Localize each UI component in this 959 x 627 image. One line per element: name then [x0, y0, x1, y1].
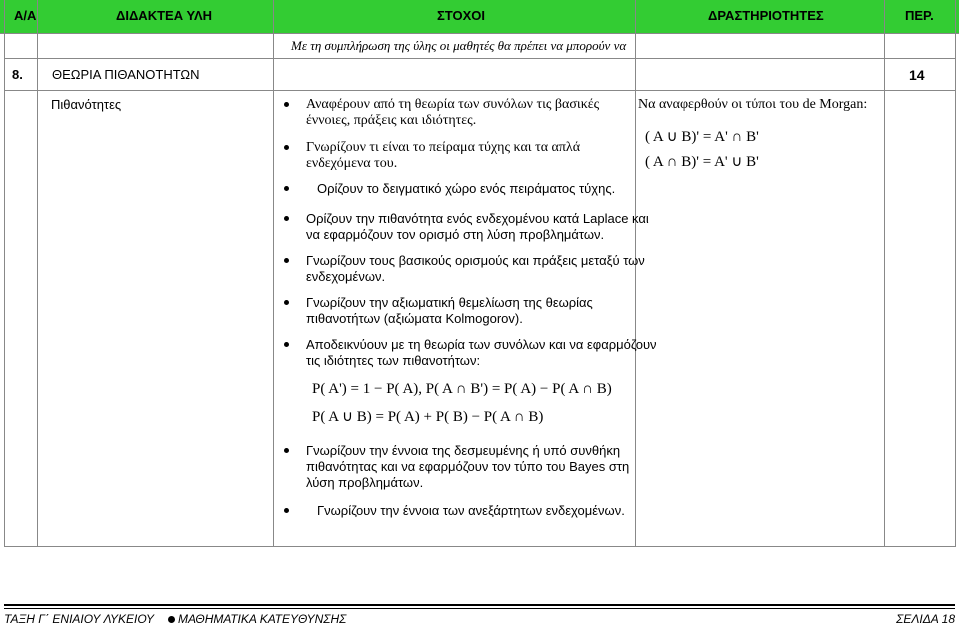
- header-aa: Α/Α: [14, 8, 37, 23]
- goal-item: [306, 443, 629, 491]
- de-morgan-law-2: ( A ∩ B)' = A' ∪ B': [645, 154, 759, 170]
- goal-line: Ορίζουν το δειγματικό χώρο ενός πειράματος τύχης.: [317, 181, 616, 196]
- footer-rule: [4, 604, 955, 606]
- grid-line: [273, 0, 274, 546]
- section-number: 8.: [12, 67, 23, 82]
- formula-line-1: P( A') = 1 − P( A), P( A ∩ B') = P( A) − P( A ∩ B): [312, 381, 612, 397]
- footer-separator-dot: [168, 616, 175, 623]
- bullet: [284, 258, 289, 263]
- section-periods: 14: [909, 67, 925, 83]
- footer-center: ΜΑΘΗΜΑΤΙΚΑ ΚΑΤΕΥΘΥΝΣΗΣ: [178, 612, 347, 626]
- goal-line: Γνωρίζουν την έννοια των ανεξάρτητων ενδεχομένων.: [317, 503, 625, 518]
- goal-item: [306, 295, 593, 327]
- activities-intro: Να αναφερθούν οι τύποι του de Morgan:: [638, 97, 868, 112]
- grid-line: [4, 546, 956, 547]
- goal-item: [306, 211, 649, 243]
- goal-item: [317, 181, 615, 197]
- bullet: [284, 448, 289, 453]
- goal-line: ενδεχομένων.: [306, 269, 386, 284]
- grid-line: [4, 90, 956, 91]
- header-activities: ΔΡΑΣΤΗΡΙΟΤΗΤΕΣ: [708, 8, 824, 23]
- goal-item: [306, 337, 657, 369]
- footer-rule: [4, 608, 955, 609]
- footer-right: ΣΕΛΙΔΑ 18: [896, 612, 955, 626]
- de-morgan-law-1: ( A ∪ B)' = A' ∩ B': [645, 129, 759, 145]
- grid-line: [4, 58, 956, 59]
- bullet: [284, 508, 289, 513]
- footer-left: ΤΑΞΗ Γ΄ ΕΝΙΑΙΟΥ ΛΥΚΕΙΟΥ: [4, 612, 155, 626]
- goal-line: λύση προβλημάτων.: [306, 475, 424, 490]
- goal-line: να εφαρμόζουν τον ορισμό στη λύση προβλημάτων.: [306, 227, 605, 242]
- goal-line: Γνωρίζουν την έννοια της δεσμευμένης ή υπό συνθήκη: [306, 443, 621, 458]
- grid-line: [955, 0, 956, 546]
- formula-line-2: P( A ∪ B) = P( A) + P( B) − P( A ∩ B): [312, 409, 544, 425]
- header-goals: ΣΤΟΧΟΙ: [437, 8, 486, 23]
- goal-line: Αναφέρουν από τη θεωρία των συνόλων τις βασικές: [306, 97, 600, 112]
- goal-line: Γνωρίζουν τους βασικούς ορισμούς και πράξεις μεταξύ των: [306, 253, 645, 268]
- section-title: ΘΕΩΡΙΑ ΠΙΘΑΝΟΤΗΤΩΝ: [52, 67, 200, 82]
- goal-item: [306, 140, 580, 172]
- goal-item: [306, 97, 599, 129]
- header-periods: ΠΕΡ.: [905, 8, 934, 23]
- goal-line: Γνωρίζουν τι είναι το πείραμα τύχης και τα απλά: [306, 140, 581, 155]
- bullet: [284, 342, 289, 347]
- header-content: ΔΙΔΑΚΤΕΑ ΥΛΗ: [116, 8, 213, 23]
- goal-item: [306, 253, 645, 285]
- grid-line: [884, 0, 885, 546]
- topic-label: Πιθανότητες: [51, 97, 122, 112]
- goal-line: πιθανοτήτων (αξιώματα Kolmogorov).: [306, 311, 523, 326]
- goal-line: έννοιες, πράξεις και ιδιότητες.: [306, 113, 477, 128]
- goal-line: πιθανότητας και να εφαρμόζουν τον τύπο του Bayes στη: [306, 459, 630, 474]
- bullet: [284, 300, 289, 305]
- goal-line: τις ιδιότητες των πιθανοτήτων:: [306, 353, 481, 368]
- grid-line: [37, 0, 38, 546]
- goal-item: [317, 503, 625, 519]
- goal-line: Ορίζουν την πιθανότητα ενός ενδεχομένου κατά Laplace και: [306, 211, 649, 226]
- bullet: [284, 186, 289, 191]
- bullet: [284, 216, 289, 221]
- goal-line: ενδεχόμενα του.: [306, 156, 398, 171]
- bullet: [284, 145, 289, 150]
- grid-line: [4, 0, 5, 546]
- goals-intro: Με τη συμπλήρωση της ύλης οι μαθητές θα πρέπει να μπορούν να: [291, 38, 627, 53]
- goal-line: Γνωρίζουν την αξιωματική θεμελίωση της θεωρίας: [306, 295, 593, 310]
- bullet: [284, 102, 289, 107]
- goal-line: Αποδεικνύουν με τη θεωρία των συνόλων και να εφαρμόζουν: [306, 337, 657, 352]
